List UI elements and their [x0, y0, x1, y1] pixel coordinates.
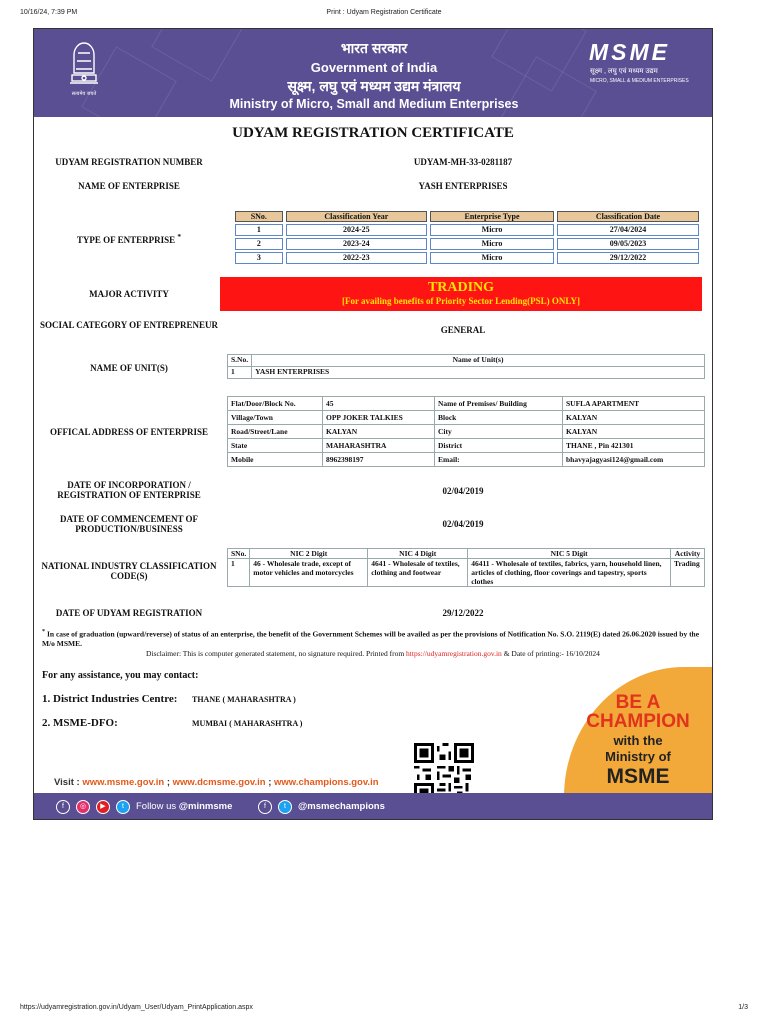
contact-heading: For any assistance, you may contact:	[42, 670, 199, 681]
table-header: Enterprise Type	[430, 211, 554, 222]
table-row: Road/Street/Lane KALYAN City KALYAN	[228, 425, 705, 439]
twitter-icon[interactable]: t	[116, 800, 130, 814]
incorporation-date-value: 02/04/2019	[442, 486, 484, 496]
print-datetime: 10/16/24, 7:39 PM	[20, 9, 78, 16]
msme-hindi-subtitle: सूक्ष्म , लघु एवं मध्यम उद्यम	[590, 68, 658, 75]
print-header	[20, 9, 748, 21]
table-row: Flat/Door/Block No. 45 Name of Premises/ Building SUFLA APARTMENT	[228, 397, 705, 411]
graduation-note: * In case of graduation (upward/reverse) of status of an enterprise, the benefit of the Government Schemes will be availed as per the provisions of Notification No. S.O. 2119(E) dated 26.06.2020 issued by the M/o MSME.	[42, 628, 700, 648]
msme-english-subtitle: MICRO, SMALL & MEDIUM ENTERPRISES	[590, 78, 689, 84]
reg-number-value: UDYAM-MH-33-0281187	[413, 157, 513, 167]
msme-logo: MSME	[589, 39, 670, 65]
commencement-date-value: 02/04/2019	[442, 519, 484, 529]
handle-minmsme[interactable]: @minmsme	[178, 801, 233, 812]
visit-links: Visit : www.msme.gov.in ; www.dcmsme.gov.in ; www.champions.gov.in	[54, 777, 379, 788]
table-header: NIC 2 Digit	[250, 549, 368, 559]
table-row: 1 YASH ENTERPRISES	[228, 367, 705, 379]
table-header: SNo.	[228, 549, 250, 559]
udyam-date-value: 29/12/2022	[442, 608, 484, 618]
dfo-label: 2. MSME-DFO:	[42, 717, 118, 729]
table-row: 1 2024-25 Micro 27/04/2024	[235, 224, 699, 236]
handle-msmechampions[interactable]: @msmechampions	[298, 801, 385, 812]
svg-text:सत्यमेव जयते: सत्यमेव जयते	[71, 91, 97, 97]
table-header: NIC 5 Digit	[468, 549, 671, 559]
address-table	[227, 396, 705, 467]
ashoka-emblem-icon	[64, 39, 104, 105]
dfo-value: MUMBAI ( MAHARASHTRA )	[192, 719, 303, 728]
type-footnote-star: *	[177, 232, 182, 241]
reg-number-label: UDYAM REGISTRATION NUMBER	[55, 157, 203, 167]
commencement-date-label: DATE OF COMMENCEMENT OF PRODUCTION/BUSINESS	[59, 514, 199, 534]
print-url: https://udyamregistration.gov.in/Udyam_User/Udyam_PrintApplication.aspx	[20, 1004, 253, 1011]
facebook-icon[interactable]: f	[258, 800, 272, 814]
table-header: Classification Date	[557, 211, 699, 222]
youtube-icon[interactable]: ▶	[96, 800, 110, 814]
table-row: 1 46 - Wholesale trade, except of motor vehicles and motorcycles 4641 - Wholesale of textiles, clothing and footwear 46411 - Wholesale of textiles, fabrics, yarn, household linen, articles of clothing, floor coverings and tapestry, sports clothes Trading	[228, 559, 705, 587]
certificate	[33, 28, 713, 820]
udyam-date-label: DATE OF UDYAM REGISTRATION	[55, 608, 203, 618]
unit-names-label: NAME OF UNIT(S)	[90, 363, 168, 373]
table-row: Village/Town OPP JOKER TALKIES Block KALYAN	[228, 411, 705, 425]
major-activity-value: TRADING	[427, 280, 495, 295]
table-header: SNo.	[235, 211, 283, 222]
disclaimer-link[interactable]: https://udyamregistration.gov.in	[406, 649, 502, 658]
banner-hindi-ministry: सूक्ष्म, लघु एवं मध्यम उद्यम मंत्रालय	[287, 78, 461, 94]
table-header: Classification Year	[286, 211, 427, 222]
print-page-number: 1/3	[738, 1004, 748, 1011]
header-banner	[34, 29, 712, 117]
champions-site-link[interactable]: www.champions.gov.in	[274, 777, 379, 788]
certificate-title: UDYAM REGISTRATION CERTIFICATE	[232, 125, 514, 141]
table-row: 2 2023-24 Micro 09/05/2023	[235, 238, 699, 250]
banner-hindi-govt: भारत सरकार	[340, 40, 408, 56]
twitter-icon[interactable]: t	[278, 800, 292, 814]
address-label: OFFICAL ADDRESS OF ENTERPRISE	[50, 427, 208, 437]
follow-us: Follow us @minmsme	[136, 801, 233, 812]
incorporation-date-label: DATE OF INCORPORATION / REGISTRATION OF ENTERPRISE	[57, 480, 201, 500]
social-category-value: GENERAL	[440, 325, 486, 335]
msme-site-link[interactable]: www.msme.gov.in	[82, 777, 165, 788]
instagram-icon[interactable]: ◎	[76, 800, 90, 814]
dcmsme-site-link[interactable]: www.dcmsme.gov.in	[172, 777, 266, 788]
table-row: State MAHARASHTRA District THANE , Pin 421301	[228, 439, 705, 453]
print-page-title: Print : Udyam Registration Certificate	[326, 9, 442, 16]
banner-ministry: Ministry of Micro, Small and Medium Enterprises	[229, 97, 519, 111]
enterprise-name-value: YASH ENTERPRISES	[418, 181, 508, 191]
table-row: 3 2022-23 Micro 29/12/2022	[235, 252, 699, 264]
table-row: Mobile 8962398197 Email: bhavyajagyasi124@gmail.com	[228, 453, 705, 467]
table-header: S.No.	[228, 355, 252, 367]
enterprise-type-label: TYPE OF ENTERPRISE *	[76, 232, 182, 245]
table-header: Activity	[671, 549, 705, 559]
disclaimer: Disclaimer: This is computer generated statement, no signature required. Printed from https://udyamregistration.gov.in & Date of printing:- 16/10/2024	[146, 649, 600, 658]
champion-badge: BE A CHAMPION with the Ministry of MSME	[564, 667, 712, 820]
social-category-label: SOCIAL CATEGORY OF ENTREPRENEUR	[39, 320, 219, 330]
facebook-icon[interactable]: f	[56, 800, 70, 814]
social-footer-bar	[34, 793, 712, 820]
dic-value: THANE ( MAHARASHTRA )	[192, 695, 296, 704]
dic-label: 1. District Industries Centre:	[42, 693, 178, 705]
banner-govt: Government of India	[310, 60, 438, 75]
major-activity-label: MAJOR ACTIVITY	[89, 289, 169, 299]
table-header: NIC 4 Digit	[368, 549, 468, 559]
nic-codes-label: NATIONAL INDUSTRY CLASSIFICATION CODE(S)	[41, 561, 217, 581]
enterprise-type-table	[232, 209, 702, 266]
nic-codes-table	[227, 548, 705, 587]
major-activity-box	[220, 277, 702, 311]
psl-note: [For availing benefits of Priority Sector Lending(PSL) ONLY]	[341, 296, 581, 306]
unit-names-table	[227, 354, 705, 379]
enterprise-name-label: NAME OF ENTERPRISE	[78, 181, 180, 191]
table-header: Name of Unit(s)	[252, 355, 705, 367]
